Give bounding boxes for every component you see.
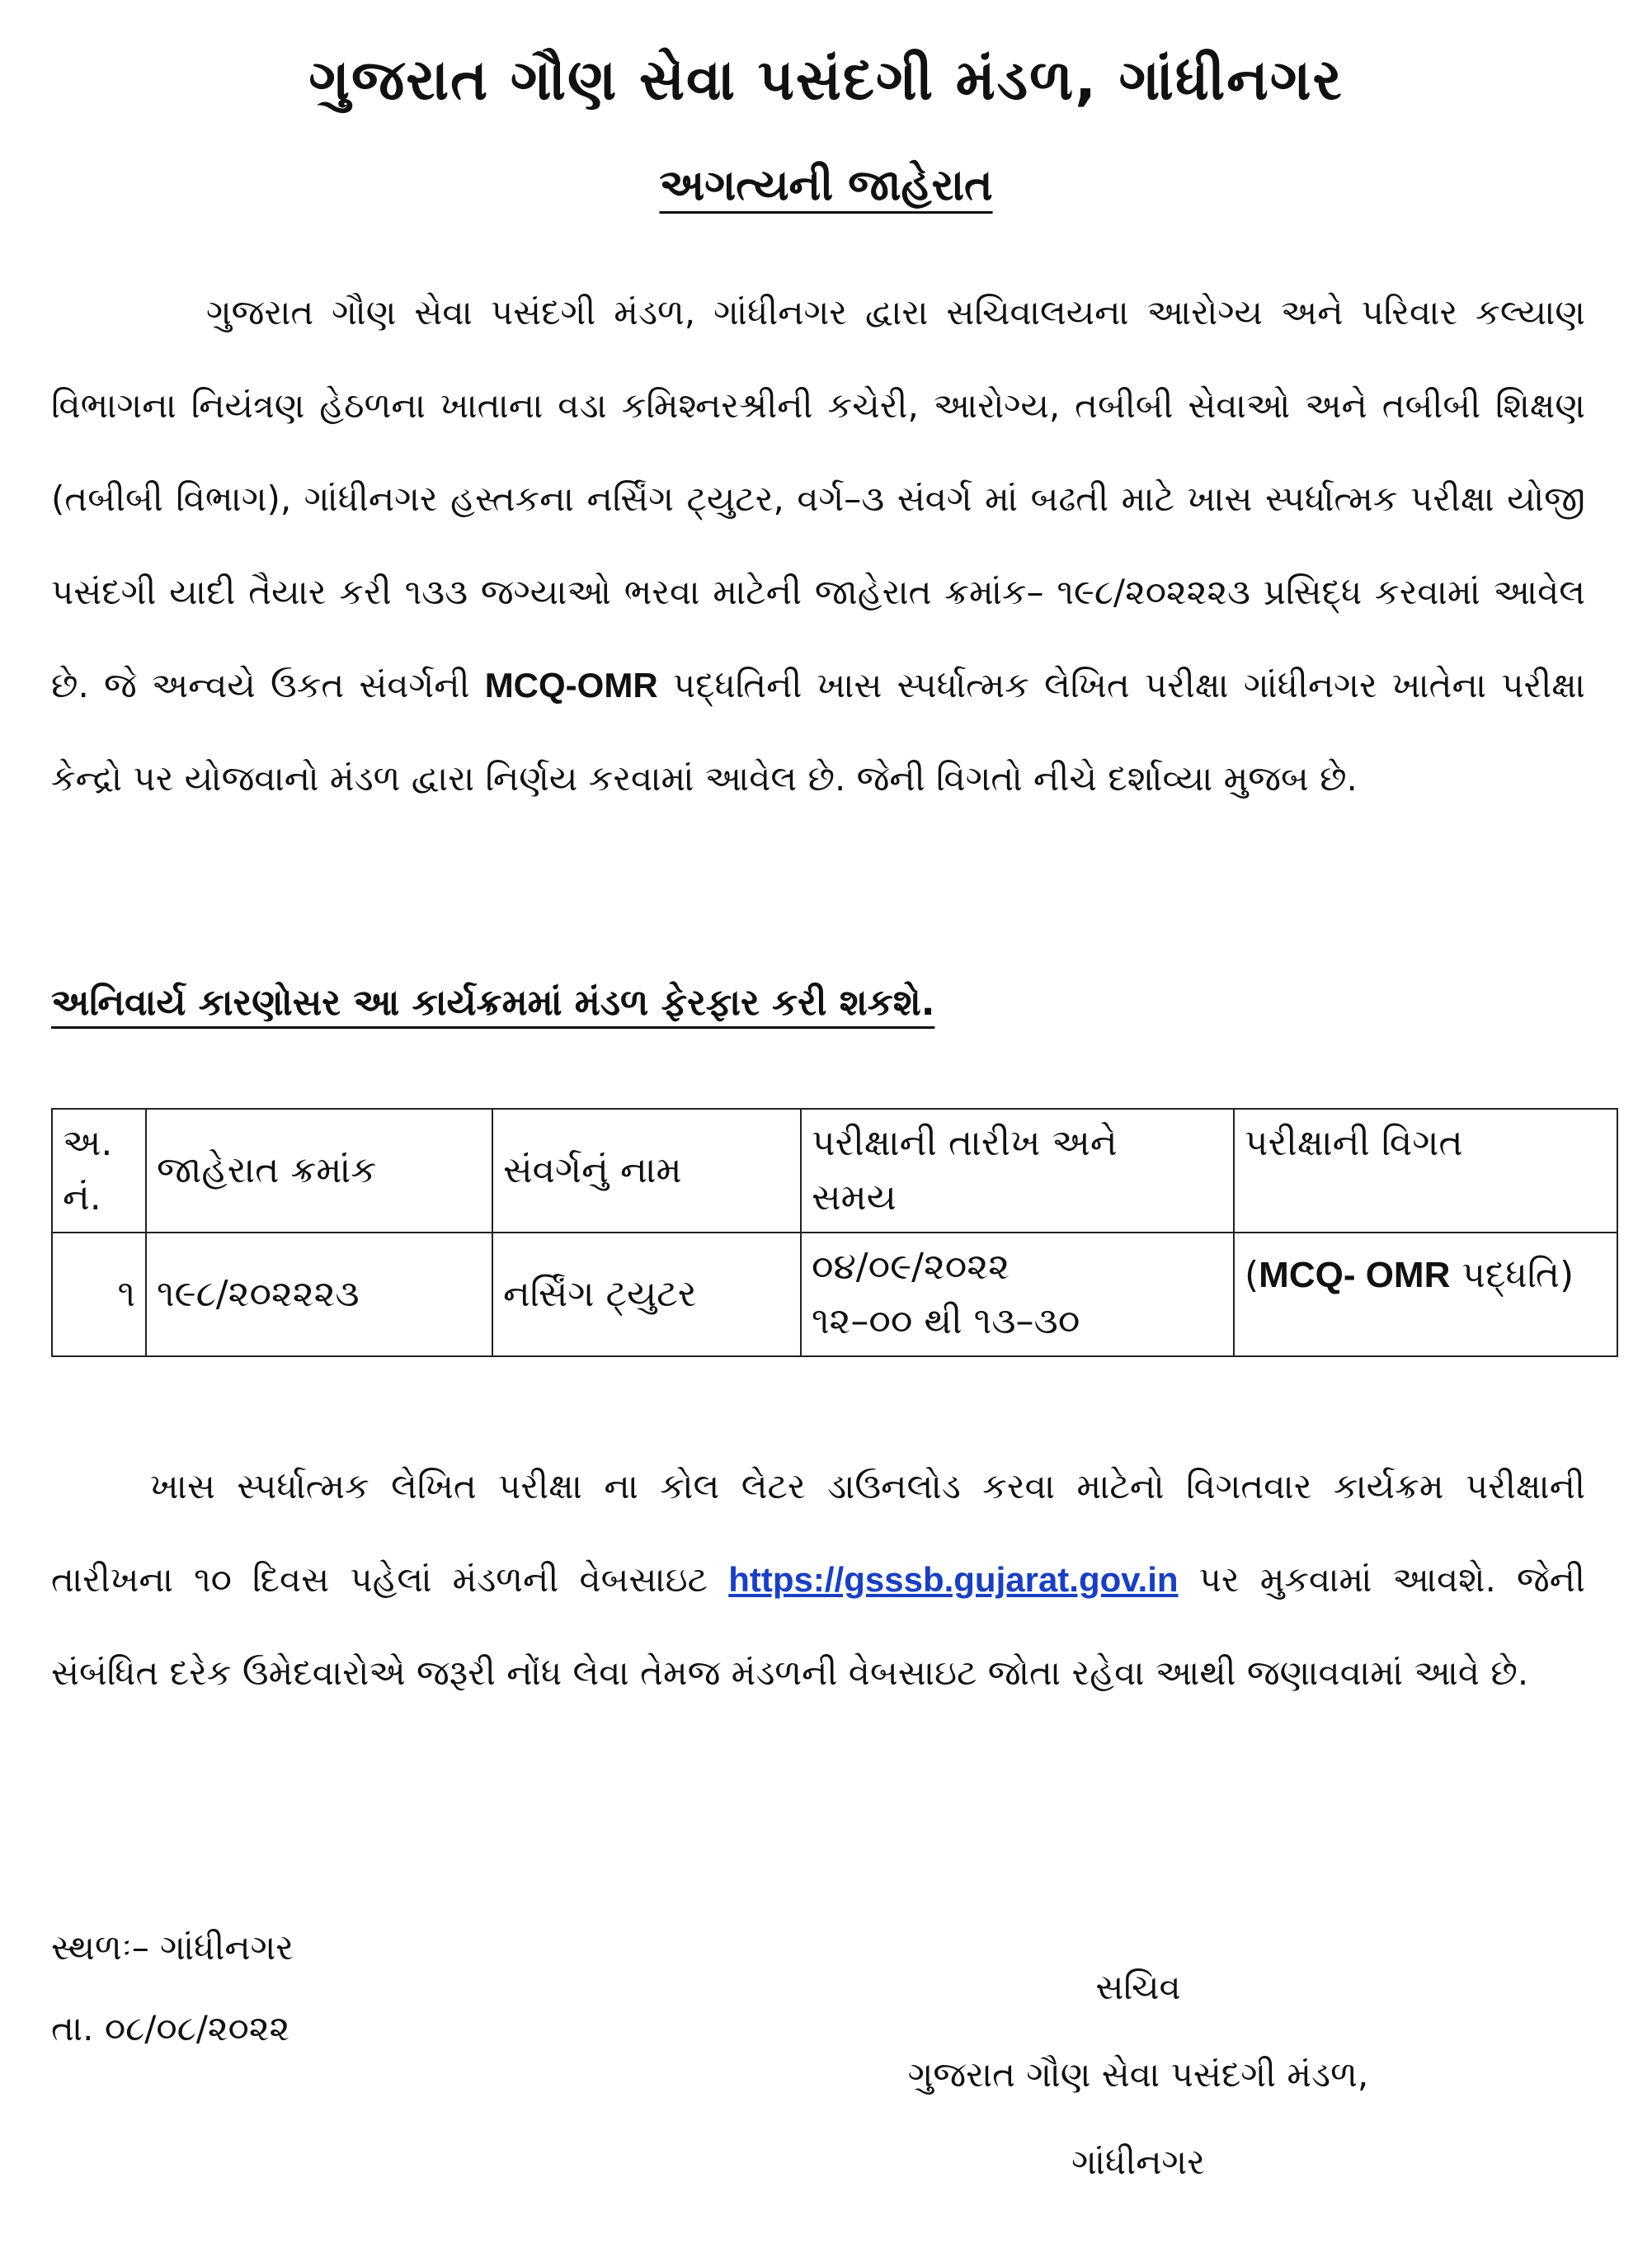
signatory-city: ગાંધીનગર (1071, 2142, 1205, 2182)
cell-advt-no: ૧૯૮/૨૦૨૨૨૩ (146, 1233, 492, 1356)
intro-text-part2: પદ્ધતિની ખાસ સ્પર્ધાત્મક લેખિત પરીક્ષા ગાંધીનગર ખાતેના પરીક્ષા કેન્દ્રો પર યોજવાનો મંડળ દ્વારા નિર્ણય કરવામાં આવેલ છે. જેની વિગતો નીચે દર્શાવ્યા મુજબ છે. (51, 665, 1585, 799)
document-title: ગુજરાત ગૌણ સેવા પસંદગી મંડળ, ગાંધીનગર (308, 48, 1344, 113)
header-advt-no: જાહેરાત ક્રમાંક (146, 1109, 492, 1233)
table-header-row (52, 1109, 1617, 1233)
cell-cadre: નર્સિંગ ટ્યુટર (492, 1233, 801, 1356)
signatory-title: સચિવ (1095, 1967, 1181, 2007)
change-notice: અનિવાર્ય કારણોસર આ કાર્યક્રમમાં મંડળ ફેરફાર કરી શકશે. (51, 982, 935, 1024)
header-cadre: સંવર્ગનું નામ (492, 1109, 801, 1233)
cell-exam-date: ૦૪/૦૯/૨૦૨૨ ૧૨–૦૦ થી ૧૩–૩૦ (801, 1233, 1234, 1356)
header-exam-date: પરીક્ષાની તારીખ અને સમય (801, 1109, 1234, 1233)
call-letter-paragraph (51, 1440, 1585, 1719)
cell-sr-no: ૧ (52, 1233, 146, 1356)
signatory-org: ગુજરાત ગૌણ સેવા પસંદગી મંડળ, (907, 2054, 1369, 2095)
date-text: તા. ૦૮/૦૮/૨૦૨૨ (51, 2008, 290, 2048)
call-letter-text-part1: ખાસ સ્પર્ધાત્મક લેખિત પરીક્ષા ના કોલ લેટર ડાઉનલોડ કરવા માટેનો વિગતવાર કાર્યક્રમ પરીક્ષાની તારીખના ૧૦ દિવસ પહેલાં મંડળની વેબસાઇટ (51, 1466, 1585, 1600)
website-link[interactable]: https://gsssb.gujarat.gov.in (728, 1560, 1179, 1599)
signature-block (767, 1944, 1509, 2206)
place-date-block (51, 1907, 294, 2069)
subtitle-text: અગત્યની જાહેરાત (659, 161, 993, 210)
header-sr-no: અ. નં. (52, 1109, 146, 1233)
call-letter-text-part2: પર મુકવામાં આવશે. જેની સંબંધિત દરેક ઉમેદવારોએ જરૂરી નોંધ લેવા તેમજ મંડળની વેબસાઇટ જોતા રહેવા આથી જણાવવામાં આવે છે. (51, 1559, 1586, 1693)
table-row (52, 1233, 1617, 1356)
header-exam-details: પરીક્ષાની વિગત (1234, 1109, 1617, 1233)
document-subtitle (0, 161, 1652, 211)
place-text: સ્થળઃ– ગાંધીનગર (51, 1927, 294, 1968)
intro-text-part1: ગુજરાત ગૌણ સેવા પસંદગી મંડળ, ગાંધીનગર દ્વારા સચિવાલયના આરોગ્ય અને પરિવાર કલ્યાણ વિભાગના નિયંત્રણ હેઠળના ખાતાના વડા કમિશ્નરશ્રીની કચેરી, આરોગ્ય, તબીબી સેવાઓ અને તબીબી શિક્ષણ (તબીબી વિભાગ), ગાંધીનગર હસ્તકના નર્સિંગ ટ્યુટર, વર્ગ–૩ સંવર્ગ માં બઢતી માટે ખાસ સ્પર્ધાત્મક પરીક્ષા યોજી પસંદગી યાદી તૈયાર કરી ૧૩૩ જગ્યાઓ ભરવા માટેની જાહેરાત ક્રમાંક– ૧૯૮/૨૦૨૨૨૩ પ્રસિદ્ધ કરવામાં આવેલ છે. જે અન્વયે ઉકત સંવર્ગની (51, 292, 1585, 705)
exam-schedule-table (51, 1108, 1618, 1357)
intro-paragraph (51, 266, 1585, 825)
cell-exam-details: (MCQ- OMR પદ્ધતિ) (1234, 1233, 1617, 1356)
exam-method-inline: MCQ-OMR (484, 666, 658, 705)
